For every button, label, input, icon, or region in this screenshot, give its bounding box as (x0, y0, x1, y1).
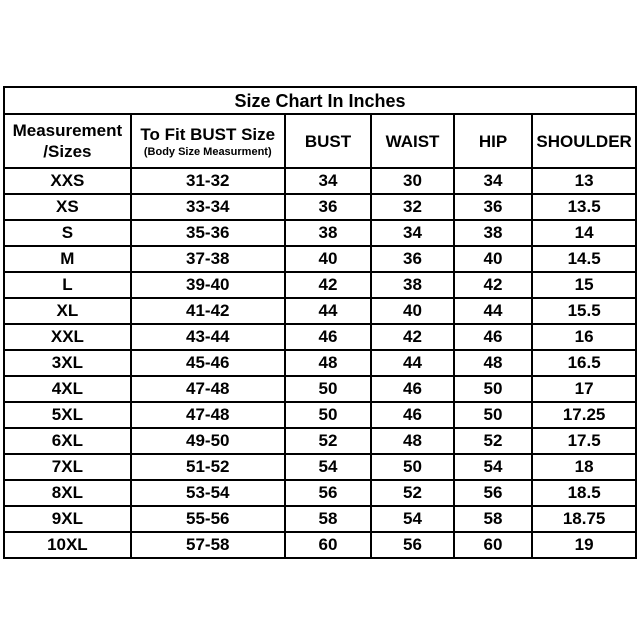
cell-size: 4XL (4, 376, 131, 402)
cell-hip: 54 (454, 454, 532, 480)
title-row (4, 87, 636, 114)
cell-fit: 53-54 (131, 480, 285, 506)
table-row (4, 246, 636, 272)
cell-shoulder: 15.5 (532, 298, 636, 324)
cell-hip: 42 (454, 272, 532, 298)
cell-bust: 34 (285, 168, 372, 194)
cell-bust: 50 (285, 376, 372, 402)
cell-bust: 58 (285, 506, 372, 532)
header-hip: HIP (454, 114, 532, 168)
cell-fit: 57-58 (131, 532, 285, 558)
cell-hip: 50 (454, 402, 532, 428)
cell-bust: 60 (285, 532, 372, 558)
cell-fit: 31-32 (131, 168, 285, 194)
table-row (4, 194, 636, 220)
table-row (4, 506, 636, 532)
cell-waist: 36 (371, 246, 454, 272)
cell-shoulder: 18.5 (532, 480, 636, 506)
cell-bust: 36 (285, 194, 372, 220)
cell-bust: 50 (285, 402, 372, 428)
cell-bust: 40 (285, 246, 372, 272)
cell-waist: 42 (371, 324, 454, 350)
cell-size: L (4, 272, 131, 298)
cell-size: M (4, 246, 131, 272)
cell-bust: 42 (285, 272, 372, 298)
cell-size: 7XL (4, 454, 131, 480)
table-row (4, 428, 636, 454)
cell-size: 10XL (4, 532, 131, 558)
cell-size: 6XL (4, 428, 131, 454)
table-row (4, 220, 636, 246)
cell-waist: 38 (371, 272, 454, 298)
cell-size: XXL (4, 324, 131, 350)
cell-shoulder: 18.75 (532, 506, 636, 532)
header-sizes-label: /Sizes (43, 142, 92, 161)
cell-hip: 58 (454, 506, 532, 532)
header-fit-label: To Fit BUST Size (140, 124, 276, 144)
cell-size: 8XL (4, 480, 131, 506)
cell-size: 3XL (4, 350, 131, 376)
cell-waist: 48 (371, 428, 454, 454)
cell-shoulder: 17.5 (532, 428, 636, 454)
cell-size: XS (4, 194, 131, 220)
table-row (4, 532, 636, 558)
table-row (4, 272, 636, 298)
cell-hip: 34 (454, 168, 532, 194)
table-row (4, 350, 636, 376)
cell-fit: 33-34 (131, 194, 285, 220)
cell-hip: 52 (454, 428, 532, 454)
cell-shoulder: 14 (532, 220, 636, 246)
cell-bust: 46 (285, 324, 372, 350)
cell-bust: 54 (285, 454, 372, 480)
cell-fit: 47-48 (131, 402, 285, 428)
size-chart-table (3, 86, 637, 559)
cell-fit: 51-52 (131, 454, 285, 480)
cell-shoulder: 13.5 (532, 194, 636, 220)
cell-waist: 32 (371, 194, 454, 220)
cell-size: XXS (4, 168, 131, 194)
cell-waist: 46 (371, 376, 454, 402)
cell-shoulder: 13 (532, 168, 636, 194)
size-chart (3, 86, 637, 559)
cell-fit: 37-38 (131, 246, 285, 272)
cell-size: S (4, 220, 131, 246)
cell-shoulder: 16 (532, 324, 636, 350)
cell-fit: 45-46 (131, 350, 285, 376)
table-row (4, 454, 636, 480)
cell-hip: 44 (454, 298, 532, 324)
cell-waist: 30 (371, 168, 454, 194)
cell-size: 9XL (4, 506, 131, 532)
cell-waist: 56 (371, 532, 454, 558)
cell-shoulder: 17.25 (532, 402, 636, 428)
header-fit-bust (131, 114, 285, 168)
cell-waist: 50 (371, 454, 454, 480)
cell-shoulder: 14.5 (532, 246, 636, 272)
table-row (4, 168, 636, 194)
cell-fit: 35-36 (131, 220, 285, 246)
table-row (4, 376, 636, 402)
chart-title: Size Chart In Inches (4, 87, 636, 114)
cell-shoulder: 16.5 (532, 350, 636, 376)
cell-fit: 39-40 (131, 272, 285, 298)
header-measurement-label: Measurement (12, 121, 123, 140)
cell-hip: 40 (454, 246, 532, 272)
header-row (4, 114, 636, 168)
cell-shoulder: 17 (532, 376, 636, 402)
cell-shoulder: 19 (532, 532, 636, 558)
cell-fit: 55-56 (131, 506, 285, 532)
cell-fit: 47-48 (131, 376, 285, 402)
cell-fit: 41-42 (131, 298, 285, 324)
cell-waist: 54 (371, 506, 454, 532)
header-fit-note: (Body Size Measurment) (143, 145, 272, 158)
cell-hip: 36 (454, 194, 532, 220)
table-row (4, 298, 636, 324)
table-row (4, 402, 636, 428)
cell-waist: 46 (371, 402, 454, 428)
cell-hip: 48 (454, 350, 532, 376)
cell-waist: 34 (371, 220, 454, 246)
cell-hip: 50 (454, 376, 532, 402)
cell-size: 5XL (4, 402, 131, 428)
cell-size: XL (4, 298, 131, 324)
size-rows (4, 168, 636, 558)
cell-hip: 46 (454, 324, 532, 350)
cell-hip: 38 (454, 220, 532, 246)
cell-fit: 43-44 (131, 324, 285, 350)
header-waist: WAIST (371, 114, 454, 168)
cell-waist: 52 (371, 480, 454, 506)
header-bust: BUST (285, 114, 372, 168)
cell-bust: 44 (285, 298, 372, 324)
cell-hip: 56 (454, 480, 532, 506)
cell-shoulder: 15 (532, 272, 636, 298)
header-measurement-sizes (4, 114, 131, 168)
table-row (4, 324, 636, 350)
table-row (4, 480, 636, 506)
header-shoulder: SHOULDER (532, 114, 636, 168)
cell-bust: 56 (285, 480, 372, 506)
cell-bust: 38 (285, 220, 372, 246)
cell-bust: 48 (285, 350, 372, 376)
cell-bust: 52 (285, 428, 372, 454)
cell-hip: 60 (454, 532, 532, 558)
cell-waist: 40 (371, 298, 454, 324)
cell-waist: 44 (371, 350, 454, 376)
cell-fit: 49-50 (131, 428, 285, 454)
cell-shoulder: 18 (532, 454, 636, 480)
